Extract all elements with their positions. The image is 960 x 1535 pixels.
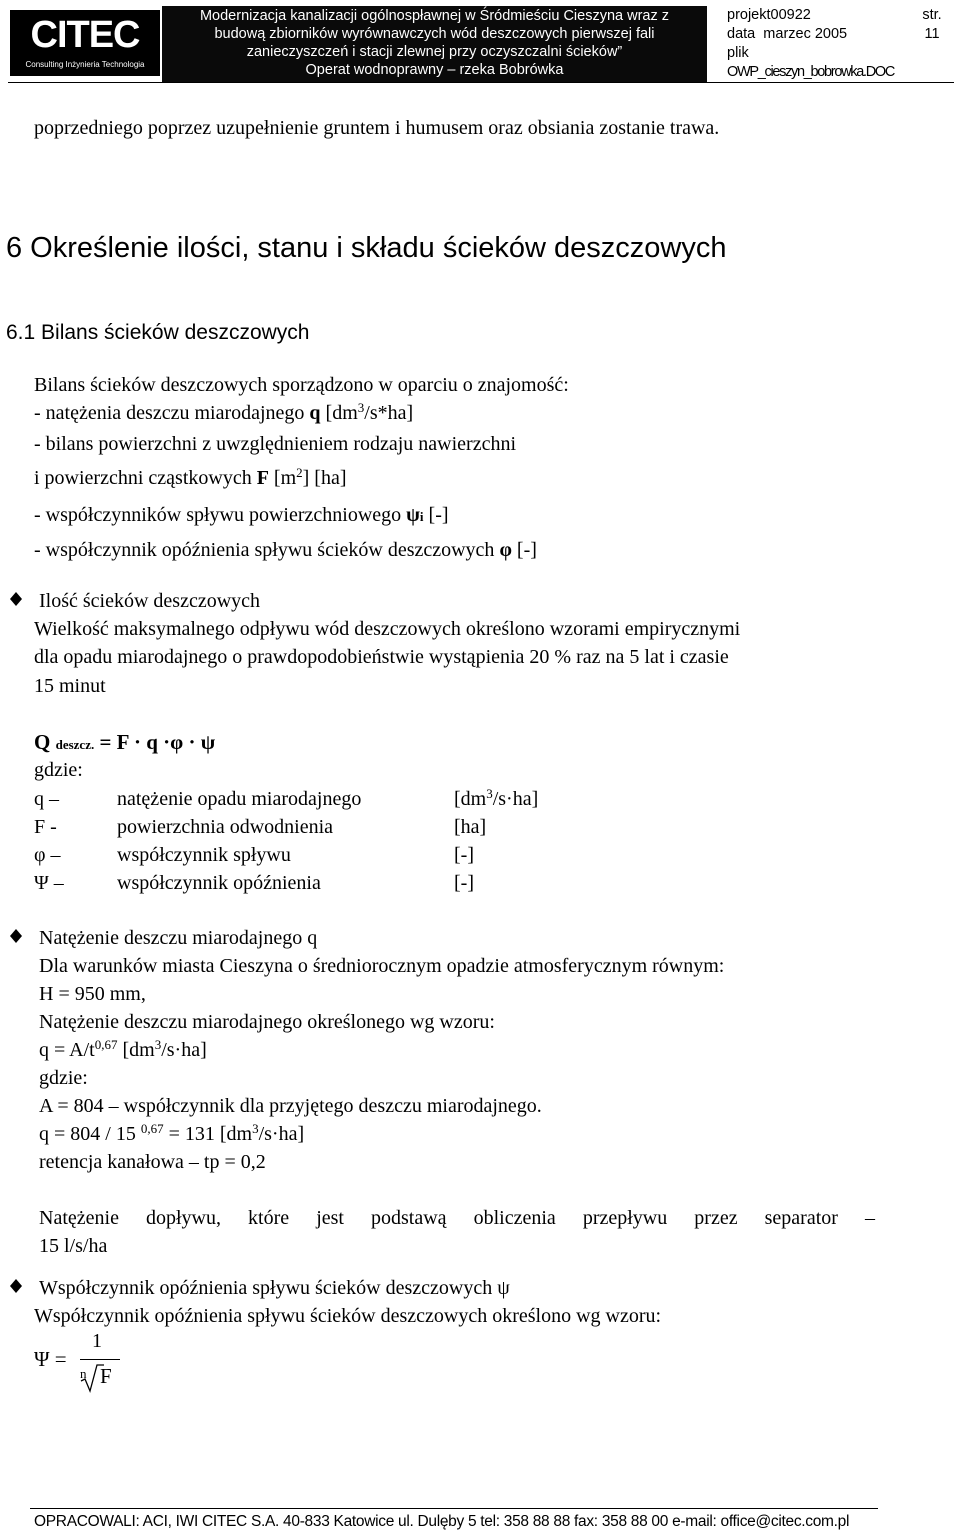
fraction-bar xyxy=(80,1359,120,1360)
superscript: 3 xyxy=(357,400,365,415)
ilosc-gdzie: gdzie: xyxy=(34,759,83,781)
ilosc-para-2: dla opadu miarodajnego o prawdopodobieństwie wystąpienia 20 % raz na 5 lat i czasie xyxy=(34,646,729,668)
symbol-q: q xyxy=(309,402,321,424)
bilans-item-f xyxy=(34,466,347,490)
def-unit: [-] xyxy=(454,844,474,866)
diamond-bullet-icon xyxy=(8,1278,24,1294)
bilans-item-psi xyxy=(34,503,449,529)
fraction-numerator: 1 xyxy=(92,1330,102,1352)
page-footer: OPRACOWALI: ACI, IWI CITEC S.A. 40-833 Katowice ul. Dulęby 5 tel: 358 88 88 fax: 358 88 00 e-mail: office@citec.com.pl xyxy=(34,1513,850,1530)
logo-text: CITEC xyxy=(30,14,140,56)
text: = 131 [dm xyxy=(163,1123,253,1145)
document-title xyxy=(162,6,707,83)
natezenie-para-2: H = 950 mm, xyxy=(39,983,146,1005)
ilosc-title: Ilość ścieków deszczowych xyxy=(39,590,261,612)
symbol-f: F xyxy=(256,467,269,489)
root-index: n xyxy=(80,1366,87,1381)
text: - natężenia deszczu miarodajnego xyxy=(34,402,310,424)
text: i powierzchni cząstkowych xyxy=(34,467,257,489)
diamond-bullet-icon xyxy=(8,928,24,944)
natezenie-title: Natężenie deszczu miarodajnego q xyxy=(39,927,318,949)
page-label: str. xyxy=(922,7,942,23)
citec-logo xyxy=(10,10,160,76)
def-symbol: F - xyxy=(34,816,57,838)
bilans-lead: Bilans ścieków deszczowych sporządzono w oparciu o znajomość: xyxy=(34,374,569,396)
title-line-3: zanieczyszczeń i stacji zlewnej przy oczyszczalni ścieków” xyxy=(246,44,623,60)
natezenie-para-3: Natężenie deszczu miarodajnego określonego wg wzoru: xyxy=(39,1011,495,1033)
text: [-] xyxy=(511,539,537,561)
date-label: data xyxy=(727,26,756,42)
page-value: 11 xyxy=(924,26,940,42)
text: [dm xyxy=(117,1039,155,1061)
title-line-4: Operat wodnoprawny – rzeka Bobrówka xyxy=(305,62,564,78)
psi-lhs: Ψ = xyxy=(34,1347,67,1371)
page-header xyxy=(0,0,960,82)
natezenie-gdzie: gdzie: xyxy=(39,1067,88,1089)
def-description: współczynnik spływu xyxy=(117,844,291,866)
ilosc-para-1: Wielkość maksymalnego odpływu wód deszczowych określono wzorami empirycznymi xyxy=(34,618,741,640)
text: /s·ha] xyxy=(161,1039,207,1061)
def-unit xyxy=(454,787,538,811)
natezenie-para-4: A = 804 – współczynnik dla przyjętego deszczu miarodajnego. xyxy=(39,1095,542,1117)
def-symbol: q – xyxy=(34,788,59,810)
def-description: natężenie opadu miarodajnego xyxy=(117,788,362,810)
file-label: plik xyxy=(727,45,749,61)
def-description: powierzchnia odwodnienia xyxy=(117,816,334,838)
text: [m xyxy=(268,467,297,489)
text: [dm xyxy=(454,788,487,810)
def-symbol: Ψ – xyxy=(34,872,64,894)
text: - współczynników spływu powierzchniowego xyxy=(34,504,407,526)
superscript: 2 xyxy=(296,465,303,480)
bilans-item-phi xyxy=(34,538,537,562)
def-description: współczynnik opóźnienia xyxy=(117,872,321,894)
text: q = 804 / 15 xyxy=(39,1123,141,1145)
file-value: OWP_cieszyn_bobrowka.DOC xyxy=(727,64,895,80)
page-number xyxy=(908,6,956,44)
wspolczynnik-para-1: Współczynnik opóźnienia spływu ścieków deszczowych określono wg wzoru: xyxy=(34,1305,662,1327)
bilans-item-q xyxy=(34,401,413,425)
date-field xyxy=(727,25,903,44)
section-heading-6: 6 Określenie ilości, stanu i składu ścieków deszczowych xyxy=(6,232,727,264)
wspolczynnik-title: Współczynnik opóźnienia spływu ścieków deszczowych ψ xyxy=(39,1277,510,1299)
ilosc-para-3: 15 minut xyxy=(34,675,106,697)
discharge-formula xyxy=(34,730,215,755)
superscript: 3 xyxy=(252,1121,259,1136)
file-field xyxy=(727,44,903,63)
title-line-2: budową zbiorników wyrównawczych wód deszczowych pierwszej fali xyxy=(214,26,655,42)
intensity-calculation xyxy=(39,1122,304,1146)
def-symbol: φ – xyxy=(34,844,61,866)
symbol-psi: ψ xyxy=(406,504,420,526)
text: /s·ha] xyxy=(258,1123,305,1145)
footer-divider xyxy=(30,1508,878,1509)
def-unit: [ha] xyxy=(454,816,487,838)
intensity-formula xyxy=(39,1038,207,1062)
project-value: 00922 xyxy=(770,7,811,23)
section-heading-6-1: 6.1 Bilans ścieków deszczowych xyxy=(6,321,310,344)
symbol-phi: φ xyxy=(499,539,512,561)
bilans-item-surface: - bilans powierzchni z uwzględnieniem rodzaju nawierzchni xyxy=(34,433,517,455)
superscript: 0,67 xyxy=(140,1121,164,1136)
document-meta xyxy=(727,6,903,82)
logo-subtitle: Consulting Inżynieria Technologia xyxy=(25,60,145,69)
project-field xyxy=(727,6,903,25)
text: [-] xyxy=(423,504,449,526)
project-label: projekt xyxy=(727,7,771,23)
text: /s*ha] xyxy=(364,402,414,424)
superscript: 3 xyxy=(154,1037,162,1052)
root-radicand: F xyxy=(100,1364,112,1388)
title-line-1: Modernizacja kanalizacji ogólnospławnej w Śródmieściu Cieszyna wraz z xyxy=(199,8,670,24)
text: = F · q ·φ · ψ xyxy=(94,730,216,754)
natezenie-para-7: 15 l/s/ha xyxy=(39,1235,108,1257)
text: - współczynnik opóźnienia spływu ścieków deszczowych xyxy=(34,539,500,561)
subscript: i xyxy=(419,509,424,524)
subscript: deszcz. xyxy=(55,737,95,752)
date-value: marzec 2005 xyxy=(763,26,848,42)
superscript: 3 xyxy=(486,786,493,801)
def-unit: [-] xyxy=(454,872,474,894)
natezenie-para-5: retencja kanałowa – tp = 0,2 xyxy=(39,1151,266,1173)
text: ] [ha] xyxy=(302,467,347,489)
header-divider xyxy=(8,82,954,83)
diamond-bullet-icon xyxy=(8,591,24,607)
text: /s·ha] xyxy=(492,788,539,810)
natezenie-para-6: Natężenie dopływu, które jest podstawą obliczenia przepływu przez separator – xyxy=(39,1207,875,1229)
intro-paragraph: poprzedniego poprzez uzupełnienie gruntem i humusem oraz obsiania zostanie trawa. xyxy=(34,117,720,139)
natezenie-para-1: Dla warunków miasta Cieszyna o średniorocznym opadzie atmosferycznym równym: xyxy=(39,955,725,977)
text: [dm xyxy=(320,402,358,424)
text: q = A/t xyxy=(39,1039,95,1061)
superscript: 0,67 xyxy=(94,1037,118,1052)
text: Q xyxy=(34,730,56,754)
